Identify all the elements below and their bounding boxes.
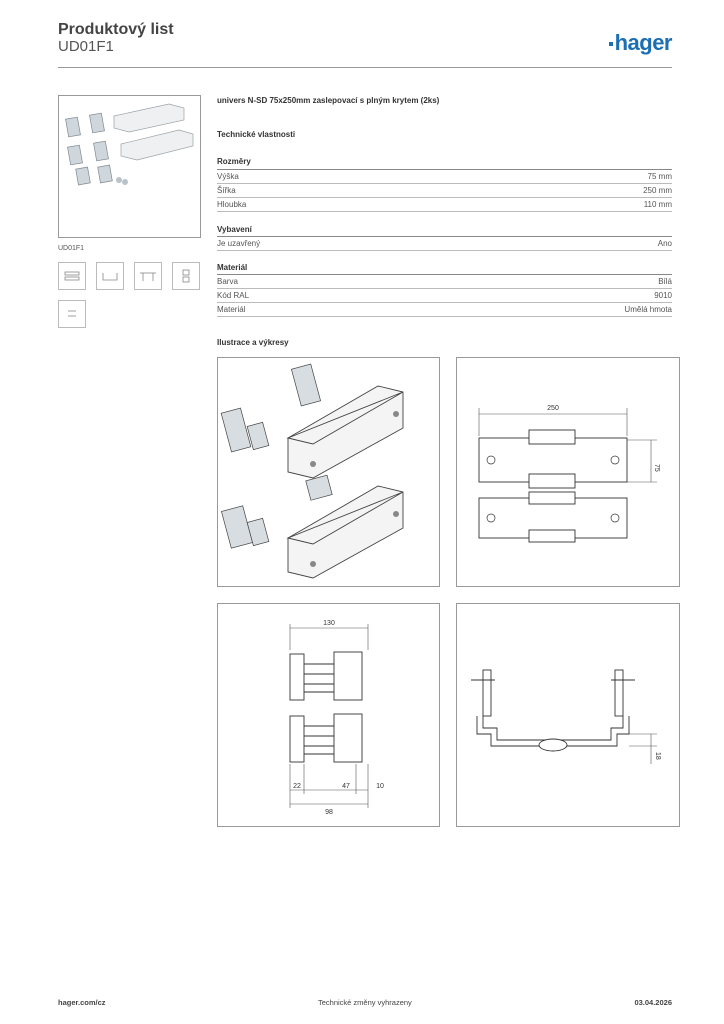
page-title: Produktový list <box>58 21 174 38</box>
spec-row: Barva Bílá <box>217 275 672 289</box>
section-rozmery: Rozměry <box>217 157 251 166</box>
side-view-drawing <box>218 604 439 826</box>
product-title: univers N-SD 75x250mm zaslepovací s plným krytem (2ks) <box>217 96 440 105</box>
header-divider <box>58 67 672 68</box>
spec-row: Je uzavřený Ano <box>217 237 672 251</box>
dim-b-label: 47 <box>342 783 350 790</box>
drawings-heading: Ilustrace a výkresy <box>217 338 289 347</box>
dim-c-label: 10 <box>376 783 384 790</box>
thumbnail-3[interactable] <box>134 262 162 290</box>
thumb-drawing-icon <box>135 263 161 289</box>
spec-row: Výška 75 mm <box>217 170 672 184</box>
illustration-3d[interactable] <box>217 357 440 587</box>
thumbnail-2[interactable] <box>96 262 124 290</box>
section-material: Materiál <box>217 263 248 272</box>
section-vybaveni: Vybavení <box>217 225 252 234</box>
dim-height-label: 75 <box>653 464 660 472</box>
dim-width-label: 250 <box>547 405 559 412</box>
thumb-drawing-icon <box>173 263 199 289</box>
spec-row: Hloubka 110 mm <box>217 198 672 212</box>
footer-website[interactable]: hager.com/cz <box>58 998 106 1007</box>
product-photo-icon <box>59 96 200 237</box>
thumbnail-4[interactable] <box>172 262 200 290</box>
top-view-drawing <box>457 358 679 586</box>
dim-section-label: 18 <box>654 752 661 760</box>
thumb-drawing-icon <box>97 263 123 289</box>
thumb-drawing-icon <box>59 301 85 327</box>
drawing-top-view[interactable] <box>456 357 680 587</box>
thumbnail-5[interactable] <box>58 300 86 328</box>
logo-dot-icon <box>609 42 613 46</box>
drawing-section-view[interactable] <box>456 603 680 827</box>
product-code: UD01F1 <box>58 38 114 55</box>
main-product-image[interactable] <box>58 95 201 238</box>
spec-row: Kód RAL 9010 <box>217 289 672 303</box>
dim-depth-label: 130 <box>323 620 335 627</box>
thumbnail-1[interactable] <box>58 262 86 290</box>
spec-row: Materiál Umělá hmota <box>217 303 672 317</box>
hager-logo[interactable]: hager <box>609 30 672 56</box>
footer-note: Technické změny vyhrazeny <box>318 998 412 1007</box>
spec-row: Šířka 250 mm <box>217 184 672 198</box>
image-caption: UD01F1 <box>58 245 85 252</box>
section-view-drawing <box>457 604 679 826</box>
dim-a-label: 22 <box>293 783 301 790</box>
footer-date: 03.04.2026 <box>634 998 672 1007</box>
thumb-drawing-icon <box>59 263 85 289</box>
tech-heading: Technické vlastnosti <box>217 130 296 139</box>
dim-total-label: 98 <box>325 809 333 816</box>
drawing-side-view[interactable] <box>217 603 440 827</box>
assembly-illustration-icon <box>218 358 439 586</box>
